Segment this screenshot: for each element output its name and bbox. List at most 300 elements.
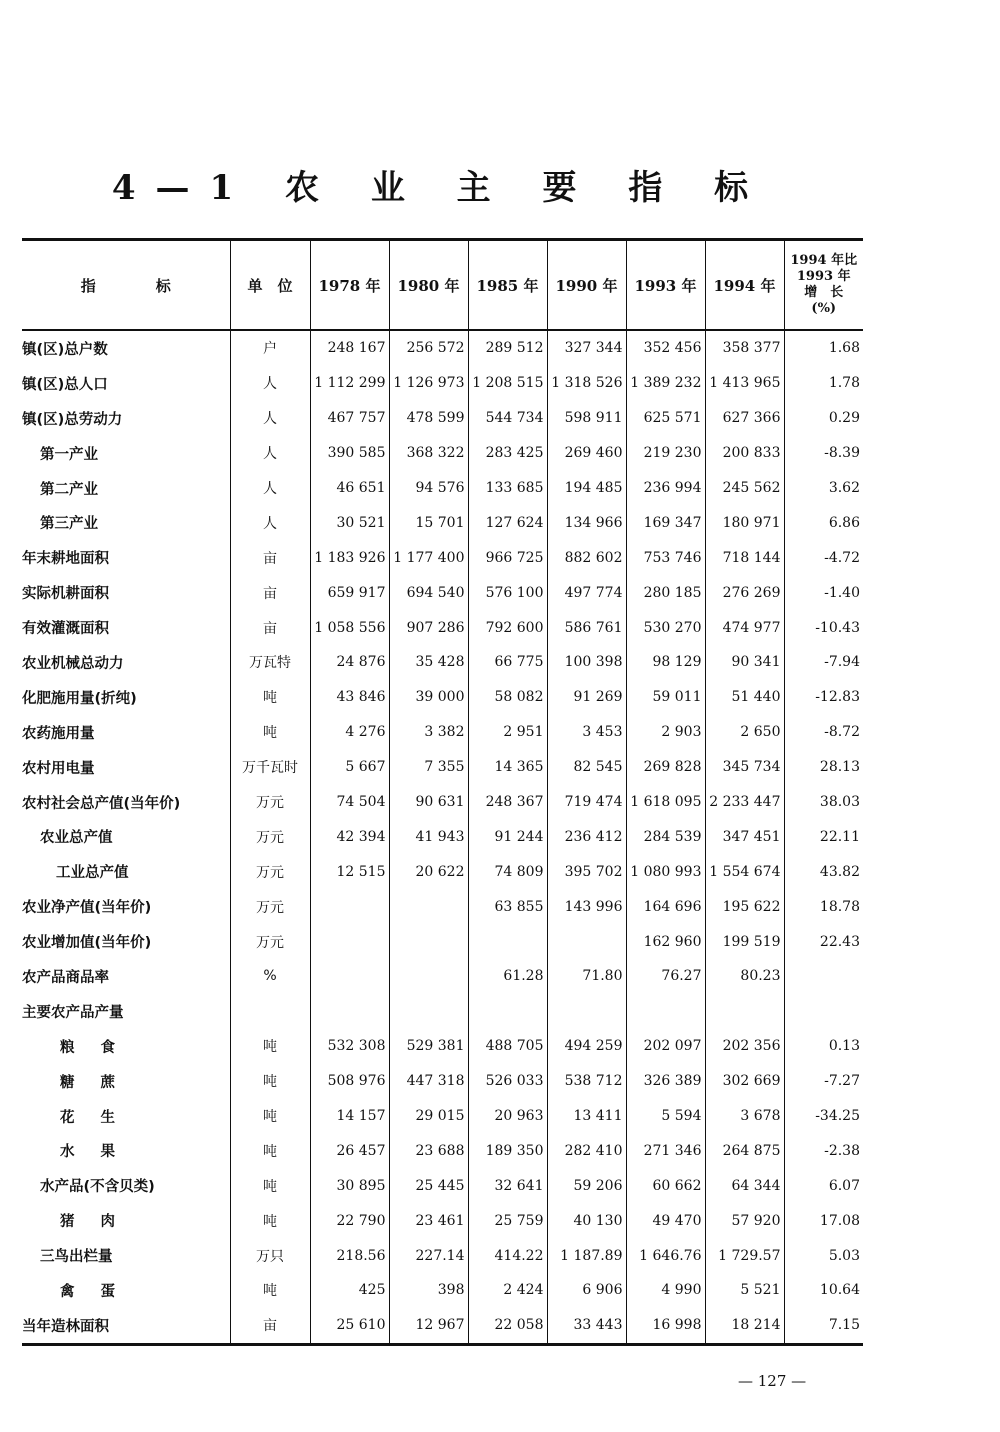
row-value-cell: 276 269 [705, 575, 784, 610]
row-value-cell: 16 998 [626, 1308, 705, 1344]
row-value-cell: 718 144 [705, 540, 784, 575]
row-value-cell: 1 413 965 [705, 366, 784, 401]
row-value-cell: 195 622 [705, 889, 784, 924]
row-indicator-name: 第三产业 [40, 516, 98, 533]
row-growth-cell: 28.13 [784, 750, 863, 785]
row-value-cell: 526 033 [468, 1064, 547, 1099]
row-value-cell: 46 651 [310, 471, 389, 506]
row-value-cell: 538 712 [547, 1064, 626, 1099]
row-value-cell: 189 350 [468, 1133, 547, 1168]
row-value-cell: 202 356 [705, 1029, 784, 1064]
row-value-cell: 18 214 [705, 1308, 784, 1344]
row-growth-cell: 7.15 [784, 1308, 863, 1344]
row-value-cell: 169 347 [626, 505, 705, 540]
row-value-cell: 2 233 447 [705, 785, 784, 820]
row-value-cell: 352 456 [626, 330, 705, 366]
table-row [22, 715, 863, 750]
row-value-cell: 269 460 [547, 436, 626, 471]
row-value-cell: 98 129 [626, 645, 705, 680]
row-unit: 亩 [230, 1308, 310, 1344]
row-value-cell: 488 705 [468, 1029, 547, 1064]
row-unit: 吨 [230, 1133, 310, 1168]
row-growth-cell: 1.68 [784, 330, 863, 366]
row-indicator-name: 当年造林面积 [22, 1308, 230, 1344]
row-value-cell: 40 130 [547, 1203, 626, 1238]
row-growth-cell: -4.72 [784, 540, 863, 575]
row-indicator-name: 有效灌溉面积 [22, 621, 109, 638]
row-unit: 人 [230, 471, 310, 506]
row-value-cell: 792 600 [468, 610, 547, 645]
row-value-cell: 71.80 [547, 959, 626, 994]
row-value-cell: 164 696 [626, 889, 705, 924]
row-growth-cell: 38.03 [784, 785, 863, 820]
row-value-cell: 497 774 [547, 575, 626, 610]
row-value-cell [547, 994, 626, 1029]
row-value-cell: 1 058 556 [310, 610, 389, 645]
row-value-cell: 1 389 232 [626, 366, 705, 401]
table-row [22, 785, 863, 820]
row-value-cell: 467 757 [310, 401, 389, 436]
row-value-cell: 180 971 [705, 505, 784, 540]
row-value-cell: 719 474 [547, 785, 626, 820]
table-row [22, 645, 863, 680]
header-growth [784, 240, 863, 331]
row-unit: 人 [230, 436, 310, 471]
row-value-cell: 478 599 [389, 401, 468, 436]
header-growth-line1: 1994 年比 [790, 253, 858, 268]
row-value-cell: 227.14 [389, 1238, 468, 1273]
row-indicator-name: 工业总产值 [56, 865, 129, 882]
row-value-cell: 33 443 [547, 1308, 626, 1344]
row-value-cell: 23 688 [389, 1133, 468, 1168]
header-growth-line4: (%) [811, 301, 837, 316]
row-value-cell: 60 662 [626, 1168, 705, 1203]
row-value-cell: 625 571 [626, 401, 705, 436]
row-value-cell: 283 425 [468, 436, 547, 471]
row-unit: 万元 [230, 785, 310, 820]
row-unit [230, 994, 310, 1029]
row-unit: 万元 [230, 819, 310, 854]
header-year-1990: 1990 年 [547, 240, 626, 331]
row-value-cell: 598 911 [547, 401, 626, 436]
row-value-cell: 25 610 [310, 1308, 389, 1344]
row-value-cell: 12 515 [310, 854, 389, 889]
row-value-cell: 29 015 [389, 1099, 468, 1134]
row-value-cell: 3 453 [547, 715, 626, 750]
row-growth-cell: 10.64 [784, 1273, 863, 1308]
row-value-cell: 966 725 [468, 540, 547, 575]
row-value-cell: 194 485 [547, 471, 626, 506]
row-value-cell: 753 746 [626, 540, 705, 575]
table-row [22, 680, 863, 715]
row-value-cell: 199 519 [705, 924, 784, 959]
row-indicator-name: 农业增加值(当年价) [22, 935, 152, 952]
row-value-cell: 25 445 [389, 1168, 468, 1203]
row-growth-cell: -8.72 [784, 715, 863, 750]
row-unit: 万千瓦时 [230, 750, 310, 785]
row-value-cell: 66 775 [468, 645, 547, 680]
row-value-cell: 289 512 [468, 330, 547, 366]
page-title: 4—1 农 业 主 要 指 标 [111, 168, 769, 208]
table-row [22, 1029, 863, 1064]
row-value-cell: 15 701 [389, 505, 468, 540]
agriculture-indicators-table [22, 238, 863, 1346]
row-indicator-name: 禽蛋 [60, 1283, 141, 1300]
row-value-cell: 2 650 [705, 715, 784, 750]
header-year-1978: 1978 年 [310, 240, 389, 331]
row-value-cell: 61.28 [468, 959, 547, 994]
row-value-cell: 5 521 [705, 1273, 784, 1308]
row-value-cell: 59 206 [547, 1168, 626, 1203]
row-value-cell: 659 917 [310, 575, 389, 610]
row-value-cell: 627 366 [705, 401, 784, 436]
row-unit: 吨 [230, 1064, 310, 1099]
row-value-cell: 1 112 299 [310, 366, 389, 401]
row-value-cell [626, 994, 705, 1029]
table-row [22, 330, 863, 366]
row-unit: 万只 [230, 1238, 310, 1273]
row-unit: % [230, 959, 310, 994]
header-unit: 单 位 [230, 240, 310, 331]
row-indicator-name: 农业总产值 [40, 830, 113, 847]
row-growth-cell: 18.78 [784, 889, 863, 924]
row-indicator-name: 农药施用量 [22, 725, 95, 742]
row-value-cell: 35 428 [389, 645, 468, 680]
row-indicator-name: 糖蔗 [60, 1074, 141, 1091]
row-value-cell: 398 [389, 1273, 468, 1308]
row-value-cell: 127 624 [468, 505, 547, 540]
row-value-cell: 414.22 [468, 1238, 547, 1273]
row-indicator-name: 农业净产值(当年价) [22, 900, 152, 917]
row-indicator-name: 农村社会总产值(当年价) [22, 795, 181, 812]
row-value-cell [310, 889, 389, 924]
row-value-cell: 74 504 [310, 785, 389, 820]
row-value-cell: 390 585 [310, 436, 389, 471]
table-row [22, 610, 863, 645]
row-growth-cell: 6.07 [784, 1168, 863, 1203]
table-row [22, 959, 863, 994]
table-row [22, 1168, 863, 1203]
row-value-cell: 26 457 [310, 1133, 389, 1168]
row-value-cell: 90 341 [705, 645, 784, 680]
row-value-cell: 236 994 [626, 471, 705, 506]
row-value-cell: 82 545 [547, 750, 626, 785]
row-value-cell: 57 920 [705, 1203, 784, 1238]
row-value-cell: 368 322 [389, 436, 468, 471]
row-indicator-name: 镇(区)总劳动力 [22, 411, 123, 428]
row-value-cell: 4 990 [626, 1273, 705, 1308]
row-value-cell [310, 959, 389, 994]
row-value-cell: 12 967 [389, 1308, 468, 1344]
row-value-cell: 1 080 993 [626, 854, 705, 889]
row-value-cell: 58 082 [468, 680, 547, 715]
row-value-cell: 42 394 [310, 819, 389, 854]
row-value-cell: 20 963 [468, 1099, 547, 1134]
row-indicator-name: 镇(区)总户数 [22, 341, 108, 358]
row-growth-cell: 0.29 [784, 401, 863, 436]
row-value-cell: 30 521 [310, 505, 389, 540]
table-row [22, 750, 863, 785]
row-value-cell: 530 270 [626, 610, 705, 645]
row-value-cell: 13 411 [547, 1099, 626, 1134]
table-row [22, 471, 863, 506]
row-growth-cell: -8.39 [784, 436, 863, 471]
row-value-cell: 5 667 [310, 750, 389, 785]
row-value-cell: 494 259 [547, 1029, 626, 1064]
row-unit: 吨 [230, 680, 310, 715]
row-value-cell: 1 183 926 [310, 540, 389, 575]
row-value-cell [705, 994, 784, 1029]
row-growth-cell: -34.25 [784, 1099, 863, 1134]
row-value-cell: 3 678 [705, 1099, 784, 1134]
table-row [22, 575, 863, 610]
row-indicator-name: 粮食 [60, 1039, 141, 1056]
row-value-cell [389, 924, 468, 959]
row-growth-cell: 1.78 [784, 366, 863, 401]
row-growth-cell: 0.13 [784, 1029, 863, 1064]
row-value-cell: 20 622 [389, 854, 468, 889]
table-row [22, 1064, 863, 1099]
row-value-cell: 345 734 [705, 750, 784, 785]
row-value-cell: 3 382 [389, 715, 468, 750]
row-value-cell [389, 994, 468, 1029]
header-growth-line2: 1993 年 [796, 269, 851, 284]
row-indicator-name: 猪肉 [60, 1214, 141, 1231]
row-unit: 吨 [230, 1099, 310, 1134]
row-value-cell: 43 846 [310, 680, 389, 715]
table-row [22, 889, 863, 924]
row-value-cell: 425 [310, 1273, 389, 1308]
row-value-cell: 64 344 [705, 1168, 784, 1203]
row-growth-cell: 6.86 [784, 505, 863, 540]
row-value-cell: 41 943 [389, 819, 468, 854]
row-unit: 亩 [230, 610, 310, 645]
row-value-cell [468, 924, 547, 959]
row-indicator-name: 农产品商品率 [22, 969, 109, 986]
row-value-cell: 1 318 526 [547, 366, 626, 401]
row-value-cell: 91 269 [547, 680, 626, 715]
row-value-cell: 236 412 [547, 819, 626, 854]
row-value-cell: 51 440 [705, 680, 784, 715]
row-indicator-name: 主要农产品产量 [22, 1004, 124, 1021]
row-value-cell: 76.27 [626, 959, 705, 994]
row-value-cell: 2 903 [626, 715, 705, 750]
row-value-cell: 264 875 [705, 1133, 784, 1168]
row-value-cell: 1 187.89 [547, 1238, 626, 1273]
row-value-cell: 30 895 [310, 1168, 389, 1203]
table-row [22, 994, 863, 1029]
row-value-cell: 63 855 [468, 889, 547, 924]
row-value-cell: 2 951 [468, 715, 547, 750]
row-value-cell: 1 618 095 [626, 785, 705, 820]
row-value-cell: 5 594 [626, 1099, 705, 1134]
row-value-cell: 32 641 [468, 1168, 547, 1203]
row-value-cell: 1 554 674 [705, 854, 784, 889]
table-row [22, 366, 863, 401]
row-value-cell: 269 828 [626, 750, 705, 785]
row-unit: 吨 [230, 1203, 310, 1238]
row-value-cell: 133 685 [468, 471, 547, 506]
table-row [22, 1099, 863, 1134]
row-growth-cell: 17.08 [784, 1203, 863, 1238]
row-indicator-name: 年末耕地面积 [22, 551, 109, 568]
row-value-cell: 59 011 [626, 680, 705, 715]
row-unit: 吨 [230, 1029, 310, 1064]
row-value-cell: 1 646.76 [626, 1238, 705, 1273]
row-unit: 万元 [230, 854, 310, 889]
row-unit: 吨 [230, 1168, 310, 1203]
row-value-cell: 576 100 [468, 575, 547, 610]
row-indicator-name: 第二产业 [40, 481, 98, 498]
row-value-cell: 218.56 [310, 1238, 389, 1273]
row-growth-cell: -7.94 [784, 645, 863, 680]
row-value-cell: 447 318 [389, 1064, 468, 1099]
row-value-cell: 219 230 [626, 436, 705, 471]
row-value-cell: 4 276 [310, 715, 389, 750]
row-value-cell: 2 424 [468, 1273, 547, 1308]
row-value-cell: 24 876 [310, 645, 389, 680]
row-unit: 吨 [230, 1273, 310, 1308]
row-value-cell [547, 924, 626, 959]
row-indicator-name: 水产品(不含贝类) [40, 1179, 155, 1196]
header-year-1980: 1980 年 [389, 240, 468, 331]
row-growth-cell [784, 994, 863, 1029]
row-value-cell: 202 097 [626, 1029, 705, 1064]
row-unit: 户 [230, 330, 310, 366]
row-value-cell: 14 157 [310, 1099, 389, 1134]
row-value-cell: 1 177 400 [389, 540, 468, 575]
row-growth-cell: -7.27 [784, 1064, 863, 1099]
row-value-cell: 162 960 [626, 924, 705, 959]
row-growth-cell: 5.03 [784, 1238, 863, 1273]
row-value-cell: 327 344 [547, 330, 626, 366]
row-indicator-name: 镇(区)总人口 [22, 376, 108, 393]
row-value-cell [389, 889, 468, 924]
row-value-cell: 6 906 [547, 1273, 626, 1308]
row-value-cell: 1 729.57 [705, 1238, 784, 1273]
row-value-cell: 694 540 [389, 575, 468, 610]
row-value-cell: 395 702 [547, 854, 626, 889]
row-value-cell: 49 470 [626, 1203, 705, 1238]
row-value-cell: 358 377 [705, 330, 784, 366]
row-indicator-name: 第一产业 [40, 446, 98, 463]
table-row [22, 1238, 863, 1273]
row-value-cell: 39 000 [389, 680, 468, 715]
row-growth-cell: -1.40 [784, 575, 863, 610]
row-growth-cell: -2.38 [784, 1133, 863, 1168]
row-value-cell: 586 761 [547, 610, 626, 645]
row-value-cell: 544 734 [468, 401, 547, 436]
row-value-cell: 302 669 [705, 1064, 784, 1099]
table-row [22, 540, 863, 575]
row-value-cell [468, 994, 547, 1029]
page-number: — 127 — [738, 1372, 807, 1390]
row-value-cell: 143 996 [547, 889, 626, 924]
row-value-cell: 284 539 [626, 819, 705, 854]
row-unit: 亩 [230, 575, 310, 610]
header-year-1993: 1993 年 [626, 240, 705, 331]
table-row [22, 854, 863, 889]
row-value-cell: 94 576 [389, 471, 468, 506]
row-value-cell [310, 924, 389, 959]
row-value-cell: 271 346 [626, 1133, 705, 1168]
row-unit: 吨 [230, 715, 310, 750]
row-growth-cell: 3.62 [784, 471, 863, 506]
row-value-cell [310, 994, 389, 1029]
row-value-cell: 90 631 [389, 785, 468, 820]
header-row [22, 240, 863, 331]
row-value-cell: 882 602 [547, 540, 626, 575]
row-indicator-name: 三鸟出栏量 [40, 1249, 113, 1266]
row-value-cell: 91 244 [468, 819, 547, 854]
header-year-1985: 1985 年 [468, 240, 547, 331]
row-indicator-name: 化肥施用量(折纯) [22, 690, 137, 707]
table-row [22, 1308, 863, 1344]
row-value-cell: 529 381 [389, 1029, 468, 1064]
row-value-cell: 474 977 [705, 610, 784, 645]
row-value-cell: 282 410 [547, 1133, 626, 1168]
row-value-cell: 7 355 [389, 750, 468, 785]
row-unit: 人 [230, 505, 310, 540]
row-growth-cell: 22.11 [784, 819, 863, 854]
row-indicator-name: 花生 [60, 1109, 141, 1126]
row-indicator-name: 实际机耕面积 [22, 586, 109, 603]
row-value-cell: 14 365 [468, 750, 547, 785]
row-growth-cell [784, 959, 863, 994]
row-value-cell: 532 308 [310, 1029, 389, 1064]
row-value-cell: 248 167 [310, 330, 389, 366]
row-value-cell: 347 451 [705, 819, 784, 854]
row-indicator-name: 水果 [60, 1144, 141, 1161]
row-value-cell: 134 966 [547, 505, 626, 540]
row-growth-cell: 43.82 [784, 854, 863, 889]
table-row [22, 924, 863, 959]
row-indicator-name: 农业机械总动力 [22, 655, 124, 672]
table-row [22, 819, 863, 854]
row-value-cell: 100 398 [547, 645, 626, 680]
row-value-cell: 1 208 515 [468, 366, 547, 401]
row-growth-cell: -10.43 [784, 610, 863, 645]
header-year-1994: 1994 年 [705, 240, 784, 331]
table-row [22, 1203, 863, 1238]
row-value-cell [389, 959, 468, 994]
row-value-cell: 22 790 [310, 1203, 389, 1238]
row-growth-cell: -12.83 [784, 680, 863, 715]
table-row [22, 505, 863, 540]
row-value-cell: 508 976 [310, 1064, 389, 1099]
row-value-cell: 74 809 [468, 854, 547, 889]
row-growth-cell: 22.43 [784, 924, 863, 959]
row-value-cell: 200 833 [705, 436, 784, 471]
table-row [22, 1273, 863, 1308]
row-value-cell: 907 286 [389, 610, 468, 645]
table-row [22, 401, 863, 436]
row-value-cell: 280 185 [626, 575, 705, 610]
row-unit: 万元 [230, 924, 310, 959]
row-value-cell: 245 562 [705, 471, 784, 506]
row-unit: 人 [230, 366, 310, 401]
row-value-cell: 1 126 973 [389, 366, 468, 401]
row-value-cell: 256 572 [389, 330, 468, 366]
row-value-cell: 25 759 [468, 1203, 547, 1238]
table-row [22, 1133, 863, 1168]
table-row [22, 436, 863, 471]
row-value-cell: 248 367 [468, 785, 547, 820]
row-unit: 人 [230, 401, 310, 436]
row-indicator-name: 农村用电量 [22, 760, 95, 777]
header-growth-line3: 增 长 [804, 285, 844, 300]
row-value-cell: 326 389 [626, 1064, 705, 1099]
